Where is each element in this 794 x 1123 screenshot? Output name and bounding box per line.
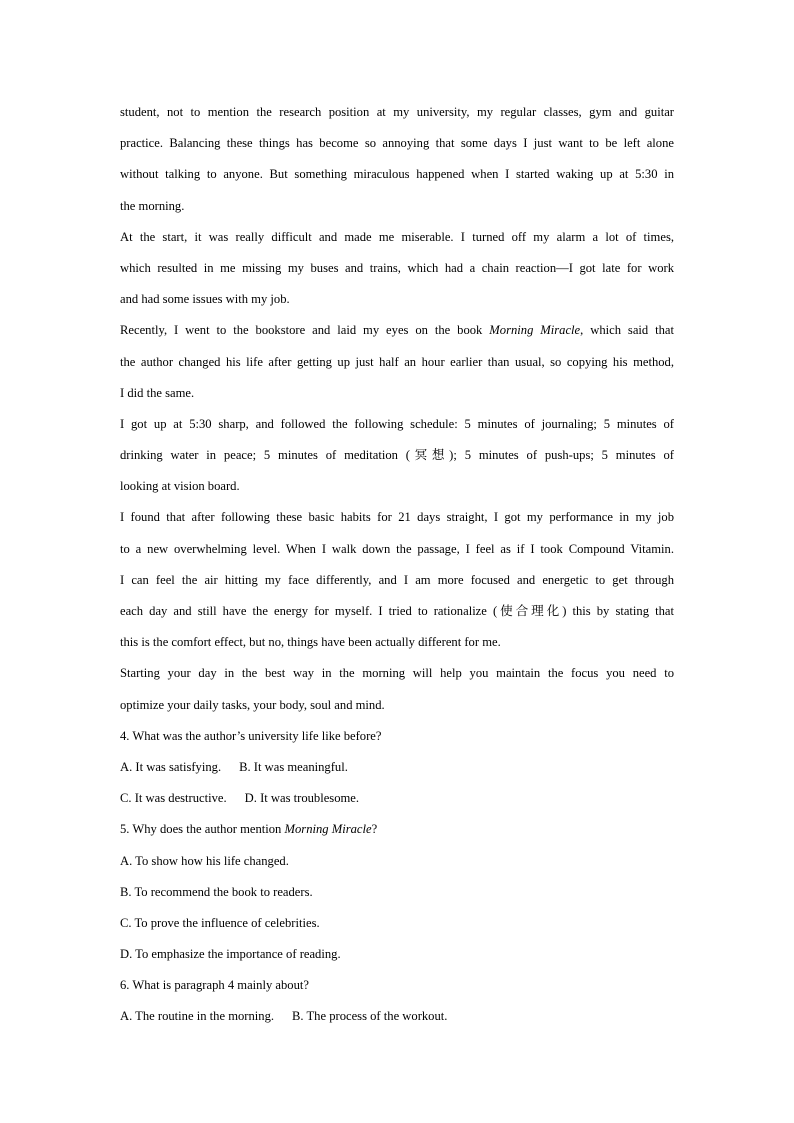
question-stem xyxy=(120,814,674,845)
book-title: Morning Miracle xyxy=(284,822,372,837)
passage-line: I can feel the air hitting my face differently, and I am more focused and energetic to get through xyxy=(120,572,674,587)
passage-line: which resulted in me missing my buses and trains, which had a chain reaction—I got late for work xyxy=(120,260,674,275)
book-title: Morning Miracle xyxy=(489,323,581,338)
passage-line: and had some issues with my job. xyxy=(120,292,290,307)
text-run: 5. Why does the author mention xyxy=(120,822,285,837)
passage-line: I found that after following these basic habits for 21 days straight, I got my performance in my job xyxy=(120,510,674,525)
option-row xyxy=(120,783,674,814)
option-d: D. It was troublesome. xyxy=(244,791,360,806)
passage-line: I did the same. xyxy=(120,385,195,400)
passage-line: Starting your day in the best way in the morning will help you maintain the focus you need to xyxy=(120,666,674,681)
passage-line: student, not to mention the research position at my university, my regular classes, gym and guitar xyxy=(120,105,674,119)
text-run: , which said that xyxy=(580,323,675,338)
text-run: ? xyxy=(371,822,378,837)
option-b: B. To recommend the book to readers. xyxy=(120,884,313,899)
option-c: C. To prove the influence of celebrities. xyxy=(120,915,320,930)
passage-line: drinking water in peace; 5 minutes of meditation (冥想); 5 minutes of push-ups; 5 minutes of xyxy=(120,448,674,463)
option-a: A. To show how his life changed. xyxy=(120,853,289,868)
passage-line: each day and still have the energy for myself. I tried to rationalize (使合理化) this by stating that xyxy=(120,604,674,618)
passage-line xyxy=(120,315,674,346)
option-row xyxy=(120,1001,674,1032)
passage-line: practice. Balancing these things has become so annoying that some days I just want to be left alone xyxy=(120,136,674,151)
passage-line: I got up at 5:30 sharp, and followed the following schedule: 5 minutes of journaling; 5 minutes of xyxy=(120,416,674,431)
text-run: Recently, I went to the bookstore and laid my eyes on the book xyxy=(120,323,490,338)
option-a: A. The routine in the morning. xyxy=(120,1009,275,1024)
option-b: B. It was meaningful. xyxy=(239,759,348,774)
passage-line: this is the comfort effect, but no, things have been actually different for me. xyxy=(120,635,501,650)
passage-line: to a new overwhelming level. When I walk down the passage, I feel as if I took Compound Vitamin. xyxy=(120,541,674,556)
option-b: B. The process of the workout. xyxy=(292,1009,448,1024)
option-row xyxy=(120,752,674,783)
passage-line: optimize your daily tasks, your body, soul and mind. xyxy=(120,697,385,712)
passage-line: At the start, it was really difficult and made me miserable. I turned off my alarm a lot of times, xyxy=(120,229,674,244)
option-a: A. It was satisfying. xyxy=(120,759,222,774)
question-stem: 6. What is paragraph 4 mainly about? xyxy=(120,978,309,993)
option-d: D. To emphasize the importance of reading. xyxy=(120,947,341,962)
passage-line: looking at vision board. xyxy=(120,479,240,494)
passage-line: without talking to anyone. But something miraculous happened when I started waking up at 5:30 in xyxy=(120,167,674,182)
document-page xyxy=(120,97,674,1033)
passage-line: the author changed his life after getting up just half an hour earlier than usual, so copying his method, xyxy=(120,354,674,369)
question-stem: 4. What was the author’s university life like before? xyxy=(120,728,382,743)
option-c: C. It was destructive. xyxy=(120,791,227,806)
passage-line: the morning. xyxy=(120,198,185,213)
